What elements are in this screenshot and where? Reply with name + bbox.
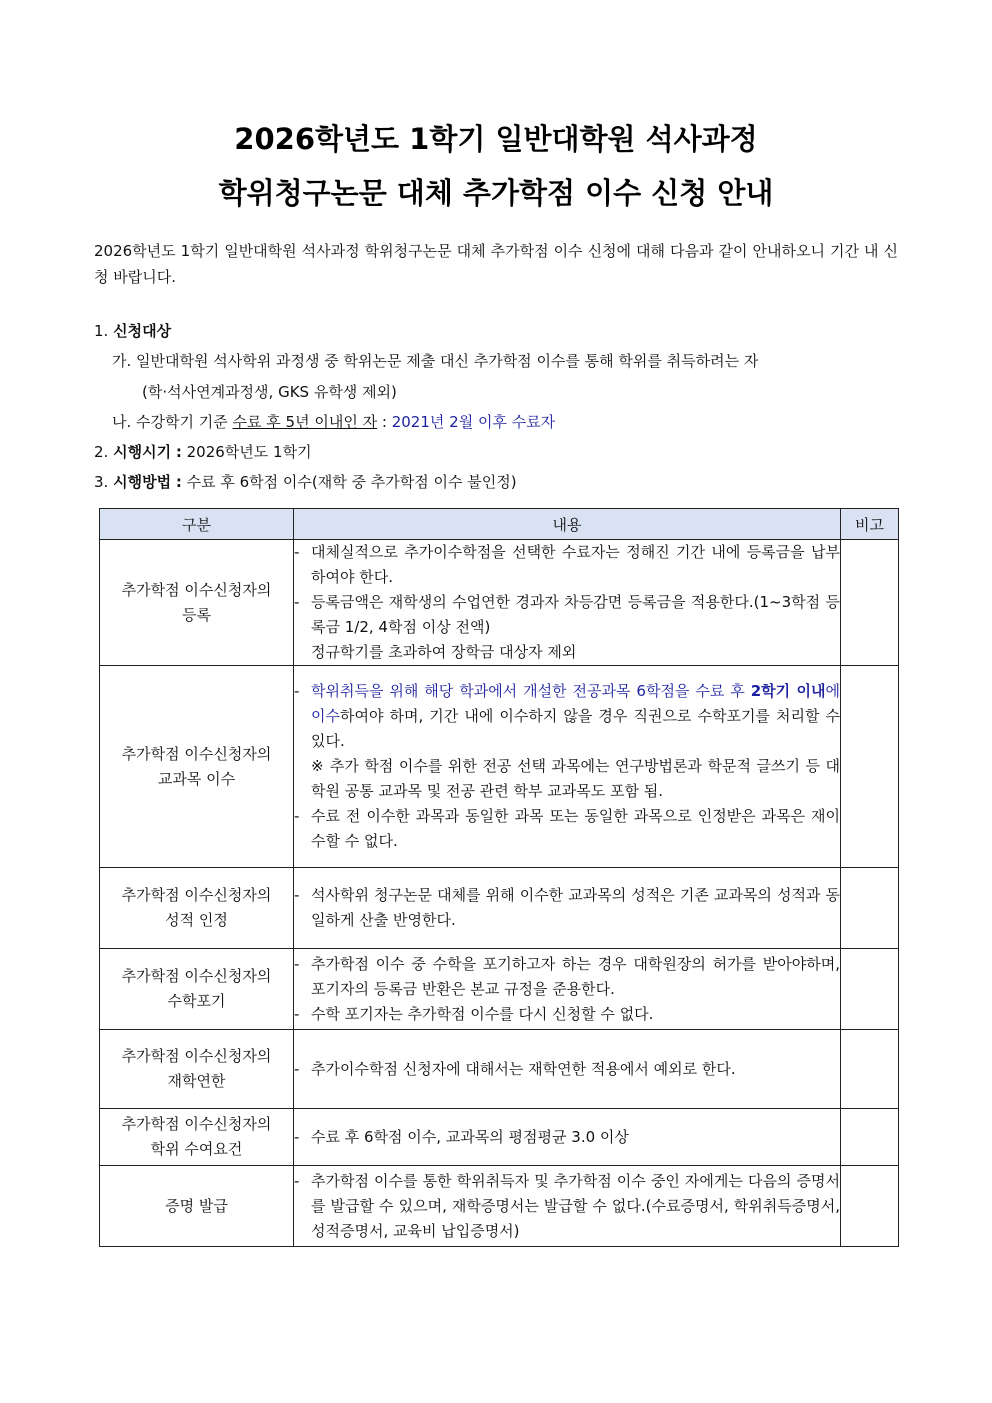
section-2-title: 시행시기 [113,443,172,461]
bullet-dash: - [294,1171,300,1190]
row-2-content [294,666,841,868]
row-1-category-line-1: 추가학점 이수신청자의 [121,580,272,599]
row-2-item-1 [294,679,840,754]
row-7-item-1 [294,1169,840,1244]
row-3-category-line-1: 추가학점 이수신청자의 [121,886,272,904]
item-b-underlined: 수료 후 5년 이내인 자 [232,413,378,431]
bullet-dash: - [294,886,300,904]
row-5-content [294,1030,841,1109]
row-4-category-line-2: 수학포기 [167,992,226,1010]
table-row-certificates [100,1166,899,1247]
table-header-row [100,509,899,540]
table-row-enrollment-period [100,1030,899,1109]
row-7-content [294,1166,841,1247]
document-title [0,112,992,220]
row-3-content [294,868,841,949]
section-1-item-a-note: (학·석사연계과정생, GKS 유학생 제외) [142,383,397,401]
section-2-value: 2026학년도 1학기 [186,443,312,461]
section-3-value: 수료 후 6학점 이수(재학 중 추가학점 이수 불인정) [186,473,517,491]
row-2-blue-text: 학위취득을 위해 해당 학과에서 개설한 전공과목 6학점을 수료 후 [311,682,745,700]
item-b-highlight: 2021년 2월 이후 수료자 [391,413,556,431]
row-2-reference-note: ※ 추가 학점 이수를 위한 전공 선택 과목에는 연구방법론과 학문적 글쓰기 등 대학원 공통 교과목 및 전공 관련 학부 교과목도 포함 됨. [311,757,840,800]
row-1-item-1-text: 대체실적으로 추가이수학점을 선택한 수료자는 정해진 기간 내에 등록금을 납부하여야 한다. [311,543,840,586]
bullet-dash: - [294,543,300,561]
row-5-note [841,1030,899,1109]
section-1-number: 1. [94,322,109,340]
bullet-dash: - [294,1004,300,1023]
row-6-item-1-text: 수료 후 6학점 이수, 교과목의 평점평균 3.0 이상 [311,1127,629,1146]
section-3-number: 3. [94,473,109,491]
row-1-note [841,540,899,666]
row-3-note [841,868,899,949]
row-2-category-line-2: 교과목 이수 [157,769,236,788]
row-6-note [841,1109,899,1166]
row-6-item-1 [294,1125,840,1150]
row-4-category [100,949,294,1030]
item-b-marker: 나. [112,413,132,431]
row-1-item-1 [294,540,840,590]
item-a-marker: 가. [112,352,132,370]
item-b-prefix: 수강학기 기준 [136,413,228,431]
row-2-item-2-text: 수료 전 이수한 과목과 동일한 과목 또는 동일한 과목으로 인정받은 과목은 재이수할 수 없다. [311,807,840,850]
row-1-item-2-sub: 정규학기를 초과하여 장학금 대상자 제외 [311,643,577,661]
row-4-category-line-1: 추가학점 이수신청자의 [121,967,272,985]
row-5-item-1-text: 추가이수학점 신청자에 대해서는 재학연한 적용에서 예외로 한다. [311,1059,736,1078]
intro-paragraph: 2026학년도 1학기 일반대학원 석사과정 학위청구논문 대체 추가학점 이수 신청에 대해 다음과 같이 안내하오니 기간 내 신청 바랍니다. [94,242,898,286]
bullet-dash: - [294,954,300,973]
row-2-category-line-1: 추가학점 이수신청자의 [121,744,272,763]
table-row-withdrawal [100,949,899,1030]
row-4-note [841,949,899,1030]
row-7-item-1-text: 추가학점 이수를 통한 학위취득자 및 추가학점 이수 중인 자에게는 다음의 증명서를 발급할 수 있으며, 재학증명서는 발급할 수 없다.(수료증명서, 학위취득증명서, 성적증명서, 교육비 납입증명서) [311,1171,840,1240]
row-1-category-line-2: 등록 [182,605,211,624]
row-6-category [100,1109,294,1166]
row-3-item-1-text: 석사학위 청구논문 대체를 위해 이수한 교과목의 성적은 기존 교과목의 성적과 동일하게 산출 반영한다. [311,886,840,929]
row-2-rest-text: 하여야 하며, 기간 내에 이수하지 않을 경우 직권으로 수학포기를 처리할 수 있다. [311,707,840,750]
row-3-category-line-2: 성적 인정 [165,911,228,929]
item-b-colon: : [381,413,387,431]
section-2-colon: : [175,443,182,461]
row-7-note [841,1166,899,1247]
header-note: 비고 [841,509,899,540]
row-2-blue-text-2: 에 이수 [311,682,840,725]
row-4-content [294,949,841,1030]
row-6-category-line-1: 추가학점 이수신청자의 [121,1115,272,1133]
row-1-content [294,540,841,666]
bullet-dash: - [294,807,300,825]
section-3-colon: : [175,473,182,491]
table-row-degree-requirements [100,1109,899,1166]
section-3-title: 시행방법 [113,473,172,491]
item-a-text: 일반대학원 석사학위 과정생 중 학위논문 제출 대신 추가학점 이수를 통해 학위를 취득하려는 자 [136,352,759,370]
table-row-grade-recognition [100,868,899,949]
bullet-dash: - [294,593,300,611]
row-1-item-2-text: 등록금액은 재학생의 수업연한 경과자 차등감면 등록금을 적용한다.(1~3학점 등록금 1/2, 4학점 이상 전액) [311,593,840,636]
row-5-category [100,1030,294,1109]
bullet-dash: - [294,1059,300,1078]
row-6-category-line-2: 학위 수여요건 [150,1140,243,1158]
section-3-heading [94,469,517,495]
row-5-category-line-1: 추가학점 이수신청자의 [121,1047,272,1065]
row-7-category-line-1: 증명 발급 [165,1196,228,1215]
section-2-number: 2. [94,443,109,461]
row-3-category [100,868,294,949]
row-4-item-2-text: 수학 포기자는 추가학점 이수를 다시 신청할 수 없다. [311,1004,654,1023]
row-2-note [841,666,899,868]
row-2-item-2 [294,804,840,854]
header-category: 구분 [100,509,294,540]
row-3-item-1 [294,883,840,933]
title-line-1: 2026학년도 1학기 일반대학원 석사과정 [234,122,758,156]
row-6-content [294,1109,841,1166]
row-4-item-1-text: 추가학점 이수 중 수학을 포기하고자 하는 경우 대학원장의 허가를 받아야하며, 포기자의 등록금 반환은 본교 규정을 준용한다. [311,954,840,998]
row-4-item-1 [294,952,840,1002]
bullet-dash: - [294,682,300,700]
row-5-item-1 [294,1057,840,1082]
row-1-category [100,540,294,666]
section-1-title: 신청대상 [113,322,172,340]
table-row-coursework [100,666,899,868]
header-content: 내용 [294,509,841,540]
procedure-table [99,508,899,1247]
section-1-item-b [112,409,555,435]
row-5-category-line-2: 재학연한 [167,1072,226,1090]
row-2-bold-text: 2학기 이내 [750,682,826,700]
section-1-item-a [112,348,758,374]
section-2-heading [94,439,312,465]
section-1-heading [94,318,171,344]
row-4-item-2 [294,1002,840,1027]
row-2-category [100,666,294,868]
row-1-item-2 [294,590,840,640]
row-2-item-1-text [311,679,840,754]
row-7-category [100,1166,294,1247]
bullet-dash: - [294,1127,300,1146]
table-row-registration [100,540,899,666]
title-line-2: 학위청구논문 대체 추가학점 이수 신청 안내 [218,176,774,210]
